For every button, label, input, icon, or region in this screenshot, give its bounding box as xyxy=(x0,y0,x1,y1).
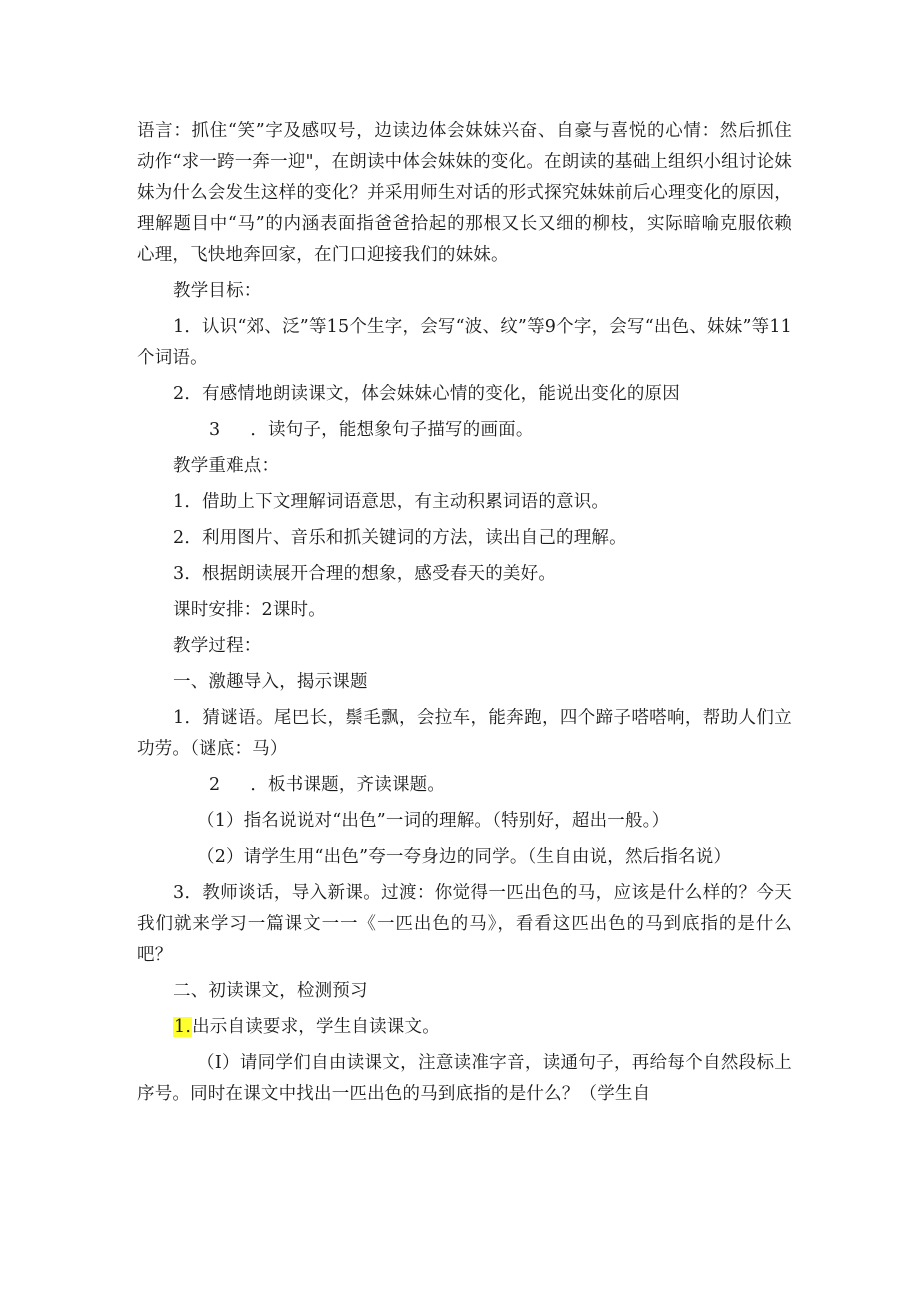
class-schedule: 课时安排：2课时。 xyxy=(173,600,326,620)
goal-item-2: 2．有感情地朗读课文，体会妹妹心情的变化，能说出变化的原因 xyxy=(173,384,680,404)
step-title xyxy=(137,770,792,801)
substep-2: （2）请学生用“出色”夸一夸身边的同学。（生自由说，然后指名说） xyxy=(197,847,732,867)
heading-teaching-process: 教学过程： xyxy=(173,636,262,656)
paragraph-intro: 语言：抓住“笑”字及感叹号，边读边体会妹妹兴奋、自豪与喜悦的心情：然后抓住动作“求一跨一奔一迎"，在朗读中体会妹妹的变化。在朗读的基础上组织小组讨论妹妹为什么会发生这样的变化？并采用师生对话的形式探究妹妹前后心理变化的原因，理解题目中“马”的内涵表面指爸爸拾起的那根又长又细的柳枝，实际暗喻克服依赖心理，飞快地奔回家，在门口迎接我们的妹妹。 xyxy=(137,121,792,265)
goal-item-3-text: ．读句子，能想象句子描写的画面。 xyxy=(250,420,534,440)
step-self-read-text: 出示自读要求，学生自读课文。 xyxy=(192,1017,440,1037)
document-body xyxy=(137,116,792,1115)
highlighted-number: 1. xyxy=(174,1017,192,1037)
substep-1: （1）指名说说对“出色”一词的理解。（特别好，超出一般。） xyxy=(197,811,670,831)
section-heading-1: 一、激趣导入，揭示课题 xyxy=(173,672,368,692)
step-title-number: 2 xyxy=(209,775,221,795)
heading-key-difficulties: 教学重难点： xyxy=(173,456,280,476)
goal-item-1: 1．认识“郊、泛”等15个生字，会写“波、纹”等9个字，会写“出色、妹妹”等11个词语。 xyxy=(137,317,792,368)
step-self-read xyxy=(137,1012,792,1043)
difficulty-item-3: 3．根据朗读展开合理的想象，感受春天的美好。 xyxy=(173,564,557,584)
heading-teaching-goals: 教学目标： xyxy=(173,281,262,301)
goal-item-3-number: 3 xyxy=(209,420,221,440)
difficulty-item-2: 2．利用图片、音乐和抓关键词的方法，读出自己的理解。 xyxy=(173,528,627,548)
step-title-text: ．板书课题，齐读课题。 xyxy=(250,775,446,795)
step-riddle: 1．猜谜语。尾巴长，鬃毛飘，会拉车，能奔跑，四个蹄子嗒嗒响，帮助人们立功劳。（谜底：马） xyxy=(137,708,792,759)
section-heading-2: 二、初读课文，检测预习 xyxy=(173,981,368,1001)
step-teacher-talk: 3．教师谈话，导入新课。过渡：你觉得一匹出色的马，应该是什么样的？今天我们就来学习一篇课文一一《一匹出色的马》，看看这匹出色的马到底指的是什么吧？ xyxy=(137,883,792,965)
substep-read-requirements: （I）请同学们自由读课文，注意读准字音，读通句子，再给每个自然段标上序号。同时在课文中找出一匹出色的马到底指的是什么？（学生自 xyxy=(137,1053,792,1104)
goal-item-3 xyxy=(137,415,792,446)
difficulty-item-1: 1．借助上下文理解词语意思，有主动积累词语的意识。 xyxy=(173,492,610,512)
